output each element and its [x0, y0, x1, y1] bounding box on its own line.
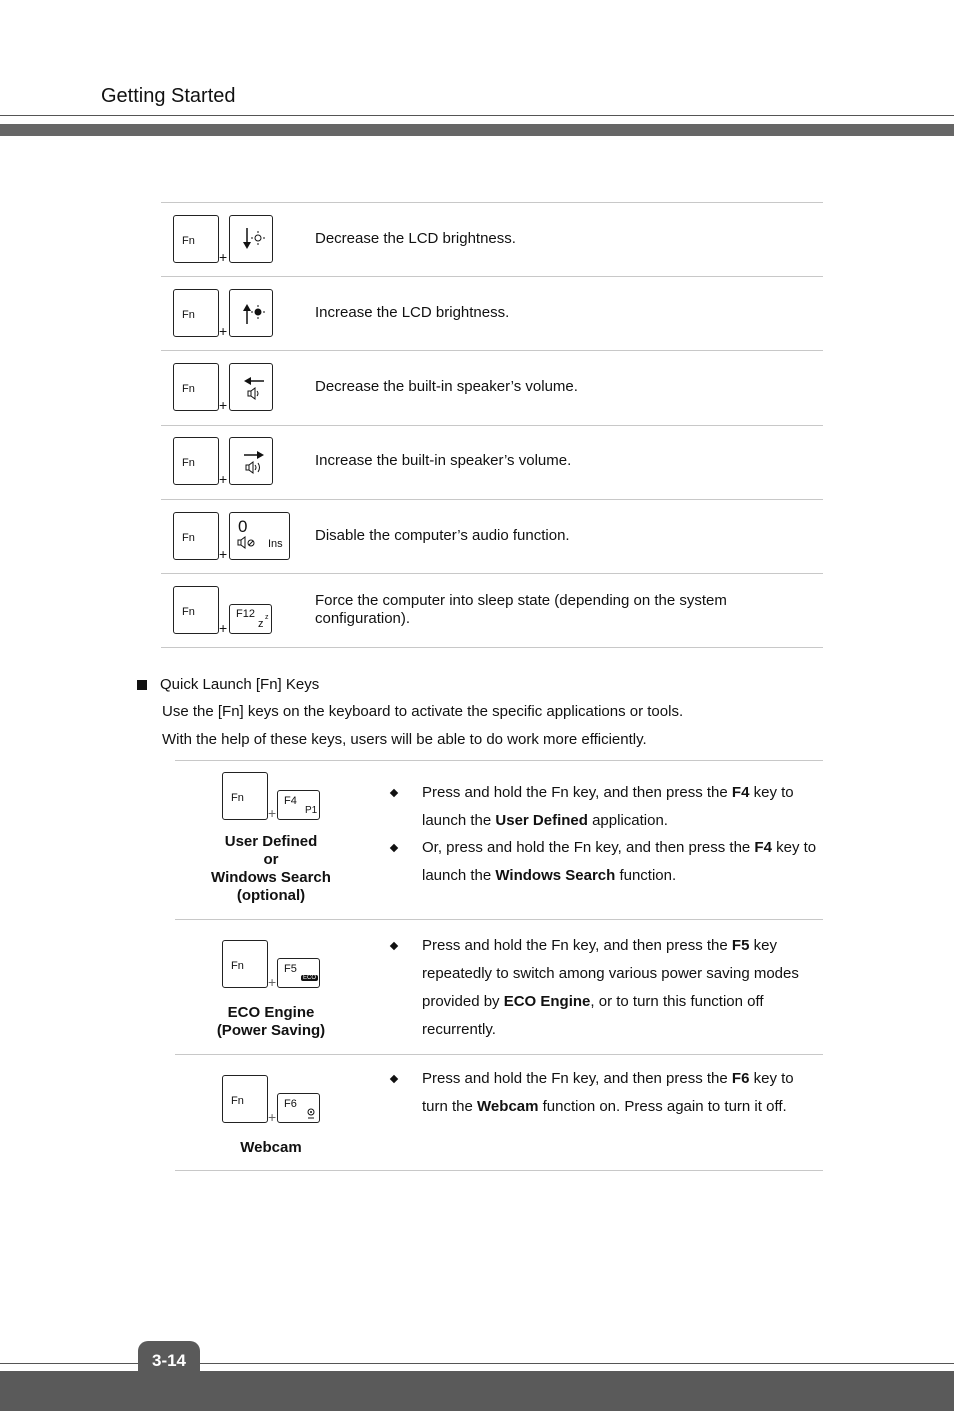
brightness-down-icon: [229, 215, 273, 263]
volume-down-icon: [229, 363, 273, 411]
eco-icon: F5 ECO: [277, 958, 320, 988]
row-divider: [175, 760, 823, 761]
row-divider: [175, 1054, 823, 1055]
quick-launch-paragraph: Use the [Fn] keys on the keyboard to activate the specific applications or tools.: [162, 703, 684, 720]
mute-icon: 0 Ins: [229, 512, 290, 560]
quick-launch-paragraph: With the help of these keys, users will be able to do work more efficiently.: [162, 731, 647, 748]
diamond-bullet-icon: [390, 1075, 398, 1083]
diamond-bullet-icon: [390, 789, 398, 797]
fn-key: Fn: [173, 289, 219, 337]
fn-description: Decrease the built-in speaker’s volume.: [315, 378, 578, 395]
fn-key: Fn: [173, 586, 219, 634]
fn-description: Increase the built-in speaker’s volume.: [315, 452, 572, 469]
fn-key: Fn: [173, 437, 219, 485]
fn-description: Disable the computer’s audio function.: [315, 527, 570, 544]
fn-key: Fn: [222, 772, 268, 820]
plus-sign: +: [219, 323, 228, 339]
row-divider: [175, 919, 823, 920]
fn-key: Fn: [222, 1075, 268, 1123]
plus-sign: +: [219, 546, 228, 562]
plus-sign: +: [268, 1109, 277, 1125]
row-divider: [175, 1170, 823, 1171]
key-caption: Webcam: [240, 1139, 302, 1156]
row-divider: [161, 425, 823, 426]
header-band: [0, 124, 954, 136]
row-divider: [161, 350, 823, 351]
fn-description: Decrease the LCD brightness.: [315, 230, 516, 247]
plus-sign: +: [219, 471, 228, 487]
quick-launch-heading: Quick Launch [Fn] Keys: [160, 676, 320, 693]
plus-sign: +: [268, 974, 277, 990]
square-bullet-icon: [137, 680, 147, 690]
p1-icon: F4 P1: [277, 790, 320, 820]
header-rule: [0, 115, 954, 116]
row-divider: [161, 499, 823, 500]
row-divider: [161, 276, 823, 277]
plus-sign: +: [219, 397, 228, 413]
section-title: Getting Started: [101, 85, 236, 107]
plus-sign: +: [268, 805, 277, 821]
key-description: Or, press and hold the Fn key, and then press the F4 key to launch the Windows Search function.: [422, 839, 817, 884]
fn-key: Fn: [173, 512, 219, 560]
row-divider: [161, 202, 823, 203]
webcam-icon: F6: [277, 1093, 320, 1123]
row-divider: [161, 573, 823, 574]
sleep-icon: F12 z z: [229, 604, 272, 634]
diamond-bullet-icon: [390, 844, 398, 852]
brightness-up-icon: [229, 289, 273, 337]
page-number: 3-14: [151, 1351, 187, 1370]
key-caption: ECO Engine (Power Saving): [216, 1004, 326, 1039]
diamond-bullet-icon: [390, 942, 398, 950]
plus-sign: +: [219, 620, 228, 636]
key-description: Press and hold the Fn key, and then press the F6 key to turn the Webcam function on. Press again to turn it off.: [422, 1070, 794, 1115]
fn-description: Force the computer into sleep state (depending on the system configuration).: [315, 592, 727, 627]
plus-sign: +: [219, 249, 228, 265]
volume-up-icon: [229, 437, 273, 485]
fn-key: Fn: [222, 940, 268, 988]
key-description: Press and hold the Fn key, and then press the F4 key to launch the User Defined application.: [422, 784, 794, 829]
key-caption: User Defined or Windows Search (optional): [211, 833, 331, 904]
row-divider: [161, 647, 823, 648]
fn-description: Increase the LCD brightness.: [315, 304, 510, 321]
fn-key: Fn: [173, 215, 219, 263]
fn-key: Fn: [173, 363, 219, 411]
key-description: Press and hold the Fn key, and then press the F5 key repeatedly to switch among various power saving modes provided by ECO Engine, or to turn this function off recurrently.: [422, 937, 799, 1038]
